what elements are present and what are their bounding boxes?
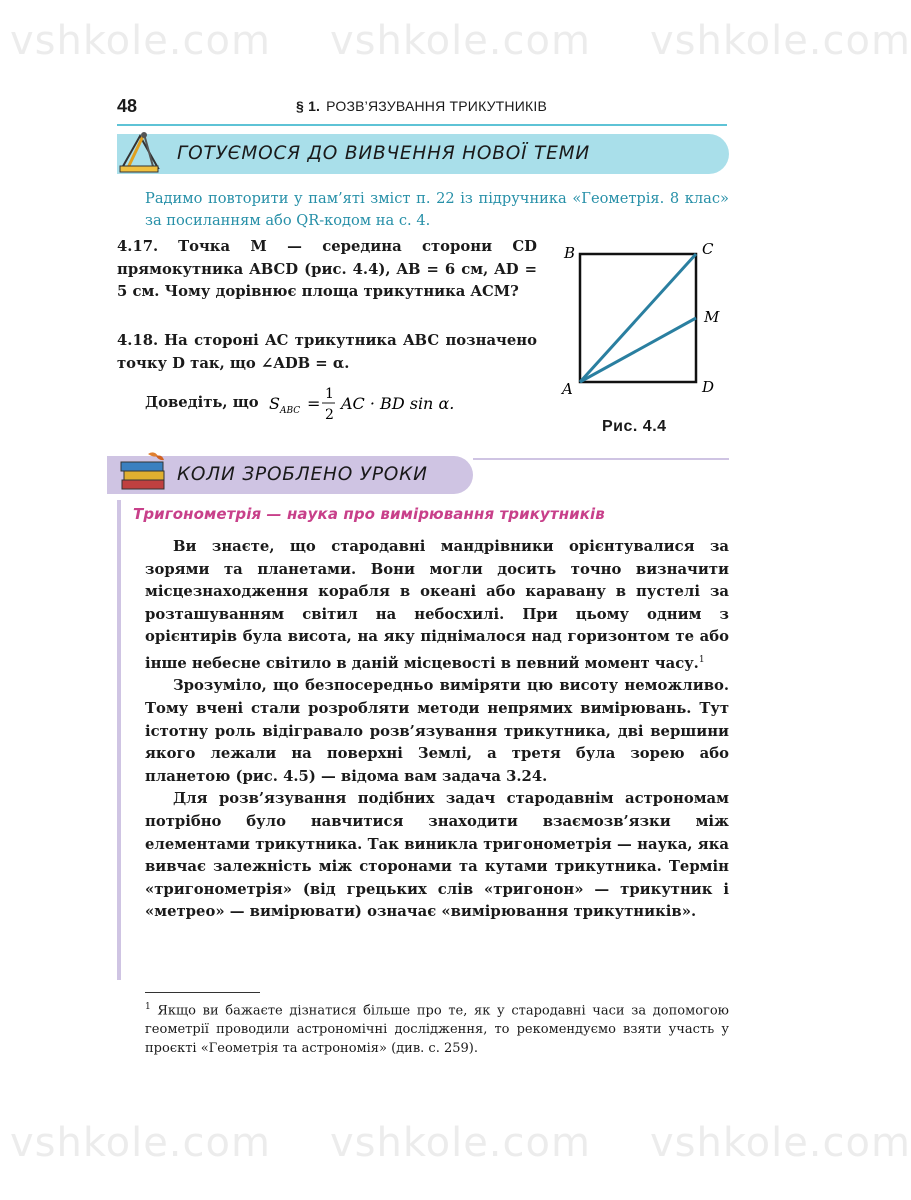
formula-den: 2 (325, 407, 335, 423)
watermark: vshkole.com (10, 1120, 271, 1166)
problem-4-17 (117, 236, 537, 304)
problem-number: 4.18. (117, 332, 159, 349)
section-number: § 1. (296, 98, 321, 114)
essay-title: Тригонометрія — наука про вимірювання трикутників (133, 505, 605, 523)
header-rule (117, 124, 727, 126)
prep-intro: Радимо повторити у пам’яті зміст п. 22 із підручника «Геометрія. 8 клас» за посиланням або QR-кодом на с. 4. (145, 190, 729, 229)
problem-text: На стороні AC трикутника ABC позначено точку D так, що ∠ADB = α. (117, 332, 537, 372)
vertex-label-a: A (562, 380, 573, 398)
lessons-title: КОЛИ ЗРОБЛЕНО УРОКИ (177, 464, 428, 485)
essay-paragraph-2: Зрозуміло, що безпосередньо виміряти цю висоту неможливо. Тому вчені стали розробляти методи непрямих вимірювань. Тут істотну роль відігравало розв’язування трикутника, дві вершини якого лежали на поверхні Землі, а третя була зорею або планетою (рис. 4.5) — відома вам задача 3.24. (145, 677, 729, 785)
formula-num: 1 (325, 386, 335, 402)
footnote-ref[interactable]: 1 (698, 654, 705, 665)
watermark: vshkole.com (330, 18, 591, 64)
watermark: vshkole.com (330, 1120, 591, 1166)
lessons-rule (473, 458, 729, 460)
footnote-rule (145, 992, 260, 993)
vertex-label-c: C (702, 240, 714, 258)
essay-paragraph-3: Для розв’язування подібних задач стародавнім астрономам потрібно було навчитися знаходити взаємозв’язки між елементами трикутника. Так виникла тригонометрія — наука, яка вивчає залежність між сторонами та кутами трикутника. Термін «тригонометрія» (від грецьких слів «тригонон» — трикутник і «метрео» — вимірювати) означає «вимірювання трикутників». (145, 790, 729, 921)
footnote-mark: 1 (145, 1002, 151, 1012)
prep-title: ГОТУЄМОСЯ ДО ВИВЧЕННЯ НОВОЇ ТЕМИ (177, 143, 591, 164)
problem-number: 4.17. (117, 238, 159, 255)
vertex-label-b: B (564, 244, 576, 262)
footnote-text: Якщо ви бажаєте дізнатися більше про те, як у стародавні часи за допомогою геометрії проводили астрономічні дослідження, то рекомендуємо взяти участь у проєкті «Геометрія та астрономія» (див. с. 259). (145, 1003, 729, 1057)
essay-body (145, 536, 729, 924)
formula-lhs: S (269, 394, 281, 413)
problem-text: Точка M — середина сторони CD прямокутника ABCD (рис. 4.4), AB = 6 см, AD = 5 см. Чому дорівнює площа трикутника ACM? (117, 238, 537, 300)
essay-sidebar (117, 500, 121, 980)
segment-am (580, 318, 696, 382)
diagonal-ac (580, 254, 696, 382)
formula-eq: = (307, 394, 321, 413)
running-head (296, 98, 547, 114)
books-icon (118, 450, 170, 494)
problem-4-18 (117, 330, 537, 425)
figure-caption: Рис. 4.4 (602, 418, 667, 435)
figure-4-4 (560, 240, 730, 410)
area-formula (263, 381, 483, 425)
watermark: vshkole.com (650, 1120, 911, 1166)
essay-paragraph-1: Ви знаєте, що стародавні мандрівники орієнтувалися за зорями та планетами. Вони могли досить точно визначити місцезнаходження корабля в океані або каравану в пустелі за розташуванням світил на небосхилі. При цьому одним з орієнтирів була висота, на яку піднімалося над горизонтом те або інше небесне світило в даній місцевості в певний момент часу.$^1$ (145, 538, 729, 672)
formula-sub: ABC (280, 406, 301, 416)
section-title: РОЗВ’ЯЗУВАННЯ ТРИКУТНИКІВ (326, 98, 547, 114)
watermark: vshkole.com (10, 18, 271, 64)
watermark: vshkole.com (650, 18, 911, 64)
point-label-m: M (704, 308, 720, 326)
prove-label: Доведіть, що (145, 394, 259, 411)
prep-band (117, 134, 729, 174)
compass-ruler-icon (118, 130, 162, 176)
footnote (145, 998, 729, 1058)
vertex-label-d: D (702, 378, 715, 396)
page-number: 48 (117, 96, 138, 116)
formula-rhs: AC · BD sin α. (341, 394, 455, 413)
